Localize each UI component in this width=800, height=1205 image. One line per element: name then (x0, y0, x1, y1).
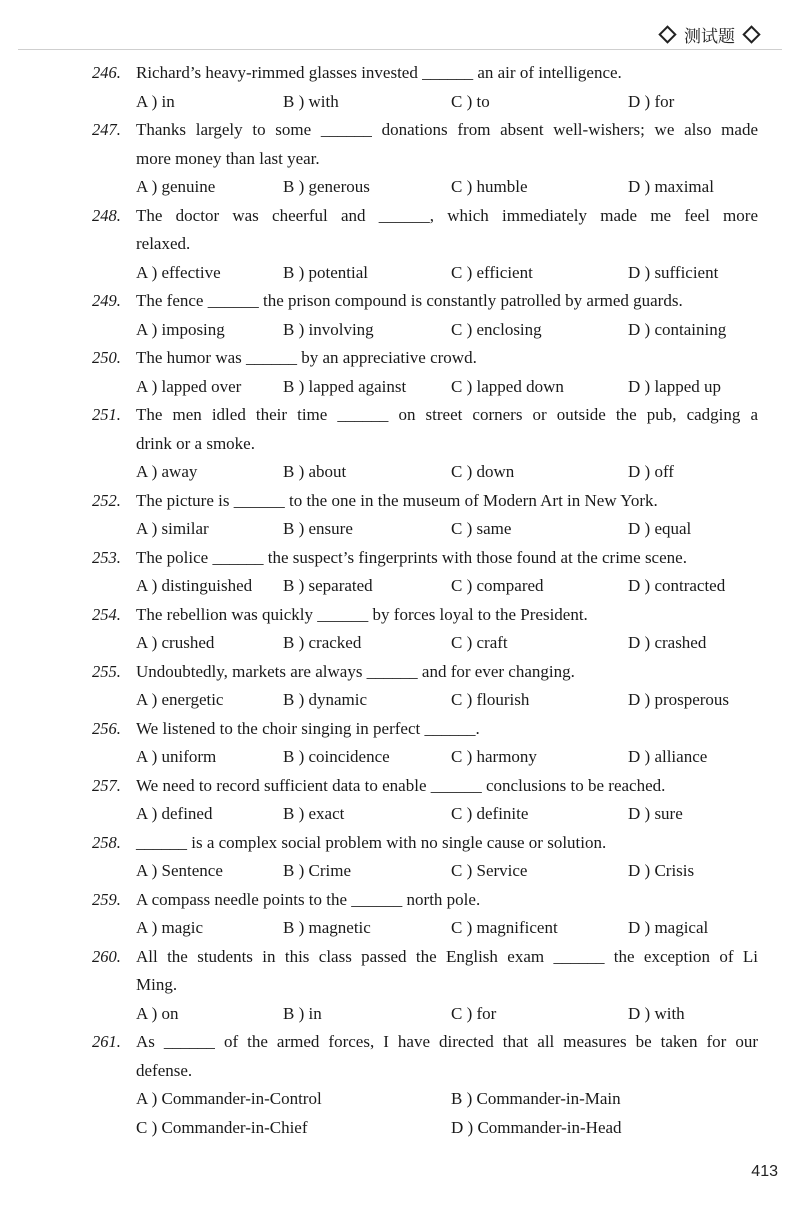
diamond-left-icon (658, 25, 676, 43)
option-d: D ) magical (628, 918, 709, 937)
question-stem-continued: defense. (136, 1060, 193, 1080)
question-list (0, 59, 800, 1142)
question-stem: The humor was ______ by an appreciative crowd. (136, 348, 477, 367)
question-stem: The doctor was cheerful and ______, which immediately made me feel more (136, 205, 758, 225)
question-stem-continued: drink or a smoke. (136, 433, 255, 453)
option-a: A ) defined (136, 804, 213, 823)
option-b: B ) Commander-in-Main (451, 1089, 621, 1108)
option-a: A ) magic (136, 918, 204, 937)
option-d: D ) for (628, 91, 675, 111)
option-a: A ) crushed (136, 633, 215, 652)
question-stem: The picture is ______ to the one in the museum of Modern Art in New York. (136, 490, 658, 510)
option-b: B ) coincidence (283, 747, 390, 766)
question-number: 253. (92, 547, 121, 567)
header-title: 测试题 (684, 26, 735, 47)
question-249 (0, 287, 800, 344)
option-c: C ) humble (451, 177, 528, 196)
question-253 (0, 544, 800, 601)
option-d: D ) Commander-in-Head (451, 1117, 622, 1137)
option-b: B ) cracked (283, 633, 362, 652)
question-stem: ______ is a complex social problem with no single cause or solution. (136, 832, 607, 852)
option-d: D ) Crisis (628, 861, 695, 880)
option-a: A ) Sentence (136, 861, 223, 880)
option-c: C ) Service (451, 861, 528, 880)
option-a: A ) Commander-in-Control (136, 1089, 322, 1108)
question-259 (0, 886, 800, 943)
question-number: 249. (92, 291, 121, 310)
option-c: C ) down (451, 462, 515, 481)
question-261 (0, 1028, 800, 1142)
question-252 (0, 487, 800, 544)
question-number: 246. (92, 63, 121, 82)
option-b: B ) separated (283, 576, 373, 595)
question-stem: Undoubtedly, markets are always ______ and for ever changing. (136, 661, 575, 681)
question-260 (0, 943, 800, 1029)
question-254 (0, 601, 800, 658)
option-d: D ) prosperous (628, 690, 730, 709)
option-b: B ) generous (283, 177, 370, 196)
option-c: C ) efficient (451, 262, 533, 282)
question-250 (0, 344, 800, 401)
option-b: B ) magnetic (283, 918, 371, 937)
option-c: C ) compared (451, 576, 544, 595)
option-d: D ) alliance (628, 747, 708, 766)
option-a: A ) energetic (136, 690, 224, 709)
option-a: A ) on (136, 1003, 179, 1023)
option-d: D ) crashed (628, 633, 707, 652)
question-number: 257. (92, 775, 121, 795)
question-stem: The police ______ the suspect’s fingerprints with those found at the crime scene. (136, 547, 687, 567)
option-b: B ) dynamic (283, 690, 368, 709)
option-d: D ) contracted (628, 576, 726, 595)
option-c: C ) lapped down (451, 376, 564, 396)
option-b: B ) potential (283, 262, 368, 282)
question-251 (0, 401, 800, 487)
question-stem: We listened to the choir singing in perfect ______. (136, 718, 480, 738)
question-stem: The fence ______ the prison compound is constantly patrolled by armed guards. (136, 291, 683, 310)
question-248 (0, 202, 800, 288)
option-c: C ) to (451, 91, 490, 111)
option-c: C ) magnificent (451, 918, 558, 937)
option-b: B ) Crime (283, 861, 351, 880)
question-number: 247. (92, 120, 121, 139)
option-b: B ) lapped against (283, 376, 407, 396)
question-stem: The rebellion was quickly ______ by forces loyal to the President. (136, 604, 588, 624)
question-stem: As ______ of the armed forces, I have directed that all measures be taken for our (136, 1032, 758, 1051)
page-number: 413 (751, 1163, 778, 1180)
option-c: C ) same (451, 519, 512, 538)
option-a: A ) genuine (136, 177, 216, 196)
option-b: B ) about (283, 462, 347, 481)
question-stem-continued: relaxed. (136, 234, 191, 253)
question-number: 260. (92, 946, 121, 966)
option-d: D ) with (628, 1003, 685, 1023)
option-c: C ) harmony (451, 747, 537, 766)
question-number: 250. (92, 348, 121, 367)
option-c: C ) Commander-in-Chief (136, 1117, 308, 1137)
question-number: 251. (92, 405, 121, 424)
question-256 (0, 715, 800, 772)
question-246 (0, 59, 800, 116)
question-stem: The men idled their time ______ on street corners or outside the pub, cadging a (136, 405, 758, 424)
option-c: C ) for (451, 1003, 497, 1023)
option-a: A ) effective (136, 262, 221, 282)
option-a: A ) away (136, 462, 198, 481)
option-b: B ) with (283, 91, 339, 111)
option-d: D ) sufficient (628, 262, 719, 282)
question-255 (0, 658, 800, 715)
option-a: A ) similar (136, 519, 209, 538)
page-header (657, 20, 762, 48)
question-247 (0, 116, 800, 202)
option-c: C ) craft (451, 633, 508, 652)
option-b: B ) involving (283, 319, 374, 339)
option-b: B ) exact (283, 804, 345, 823)
question-stem-continued: Ming. (136, 975, 178, 994)
option-d: D ) equal (628, 519, 692, 538)
diamond-right-icon (742, 25, 760, 43)
option-b: B ) in (283, 1003, 322, 1023)
question-number: 248. (92, 205, 121, 225)
header-divider (18, 49, 782, 50)
question-stem: Thanks largely to some ______ donations from absent well-wishers; we also made (136, 120, 758, 139)
question-stem: Richard’s heavy-rimmed glasses invested ______ an air of intelligence. (136, 63, 622, 82)
option-b: B ) ensure (283, 519, 353, 538)
option-d: D ) sure (628, 804, 683, 823)
question-stem-continued: more money than last year. (136, 148, 320, 168)
option-a: A ) distinguished (136, 576, 253, 595)
question-stem: A compass needle points to the ______ north pole. (136, 889, 481, 909)
option-c: C ) enclosing (451, 319, 542, 339)
option-d: D ) off (628, 462, 674, 481)
option-a: A ) imposing (136, 319, 225, 339)
question-number: 258. (92, 832, 121, 852)
question-number: 252. (92, 490, 121, 510)
option-d: D ) maximal (628, 177, 714, 196)
option-a: A ) uniform (136, 747, 217, 766)
question-number: 254. (92, 604, 121, 624)
question-number: 255. (92, 661, 121, 681)
question-number: 259. (92, 889, 121, 909)
question-number: 261. (92, 1032, 121, 1051)
question-number: 256. (92, 718, 121, 738)
question-257 (0, 772, 800, 829)
question-258 (0, 829, 800, 886)
option-d: D ) lapped up (628, 376, 722, 396)
option-d: D ) containing (628, 319, 727, 339)
question-stem: We need to record sufficient data to enable ______ conclusions to be reached. (136, 775, 666, 795)
option-a: A ) in (136, 91, 175, 111)
question-stem: All the students in this class passed the English exam ______ the exception of Li (136, 946, 758, 966)
option-c: C ) definite (451, 804, 529, 823)
option-c: C ) flourish (451, 690, 530, 709)
option-a: A ) lapped over (136, 376, 242, 396)
